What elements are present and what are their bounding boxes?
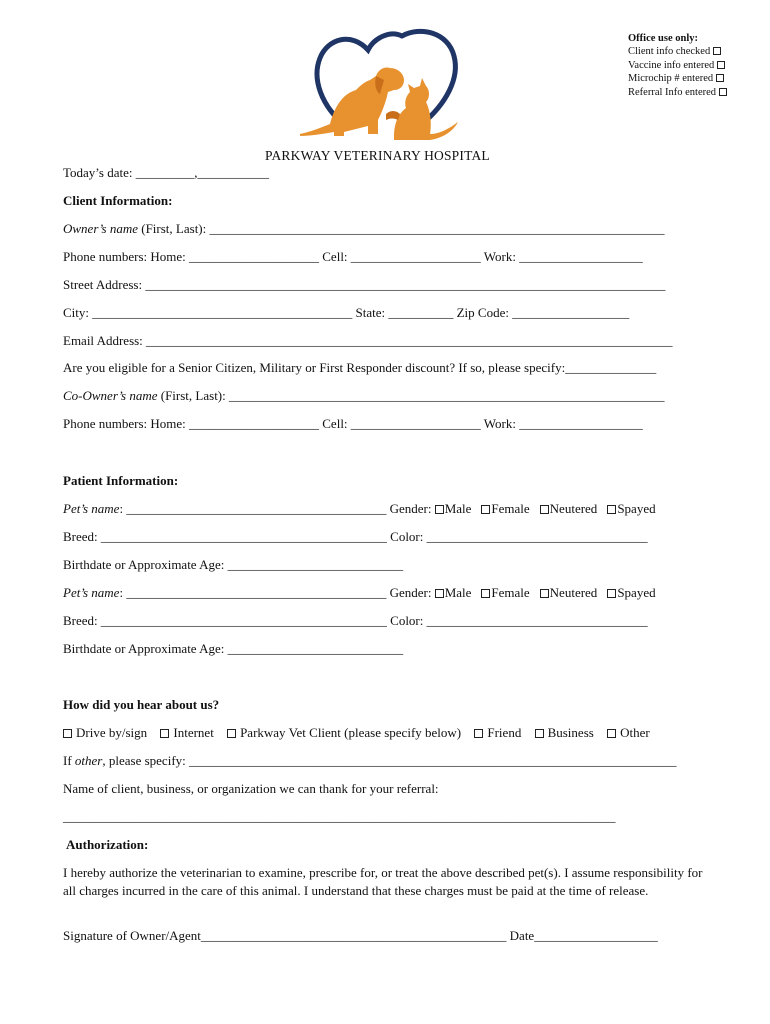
phone-numbers-field[interactable]: Phone numbers: Home: ____________________ Cell: ____________________ Work: ___________________	[63, 249, 643, 264]
checkbox-icon[interactable]	[540, 505, 549, 514]
checkbox-icon[interactable]	[607, 505, 616, 514]
checkbox-icon[interactable]	[540, 589, 549, 598]
checkbox-icon[interactable]	[481, 589, 490, 598]
authorization-heading: Authorization:	[66, 837, 149, 852]
pet1-gender-neutered[interactable]: Neutered	[540, 501, 598, 516]
referral-name-field[interactable]: _____________________________________________________________________________________	[63, 809, 616, 824]
checkbox-icon[interactable]	[227, 729, 236, 738]
office-use-box	[628, 32, 727, 99]
office-item-microchip: Microchip # entered	[628, 72, 727, 85]
pet2-gender-spayed[interactable]: Spayed	[607, 585, 655, 600]
coowner-phone-field[interactable]: Phone numbers: Home: ____________________ Cell: ____________________ Work: ___________________	[63, 416, 643, 431]
signature-date-field[interactable]: Signature of Owner/Agent_______________________________________________ Date___________________	[63, 928, 658, 943]
pet2-gender-neutered[interactable]: Neutered	[540, 585, 598, 600]
checkbox-icon[interactable]	[160, 729, 169, 738]
checkbox-vaccine-info[interactable]	[717, 61, 725, 69]
patient-info-heading: Patient Information:	[63, 473, 179, 488]
pet1-birthdate-field[interactable]: Birthdate or Approximate Age: ___________________________	[63, 557, 404, 572]
street-address-field[interactable]: Street Address: ________________________________________________________________________________	[63, 277, 666, 292]
pet2-birthdate-field[interactable]: Birthdate or Approximate Age: ___________________________	[63, 641, 404, 656]
authorization-text: I hereby authorize the veterinarian to examine, prescribe for, or treat the above described pet(s). I assume responsibility for all charges incurred in the care of this animal. I understand that these charges must be paid at the time of release.	[63, 865, 703, 898]
pet1-breed-color-field[interactable]: Breed: ____________________________________________ Color: __________________________________	[63, 529, 648, 544]
referral-other-field[interactable]: If other, please specify: ___________________________________________________________________________	[63, 753, 677, 768]
referral-option-internet[interactable]: Internet	[160, 725, 213, 740]
checkbox-icon[interactable]	[607, 729, 616, 738]
checkbox-icon[interactable]	[535, 729, 544, 738]
checkbox-client-info[interactable]	[713, 47, 721, 55]
checkbox-referral-info[interactable]	[719, 88, 727, 96]
referral-options-row	[63, 725, 660, 741]
checkbox-icon[interactable]	[435, 589, 444, 598]
discount-field[interactable]: Are you eligible for a Senior Citizen, Military or First Responder discount? If so, please specify:______________	[63, 360, 657, 375]
office-item-client: Client info checked	[628, 45, 727, 58]
pet2-gender-male[interactable]: Male	[435, 585, 472, 600]
office-item-referral: Referral Info entered	[628, 86, 727, 99]
client-info-heading: Client Information:	[63, 193, 173, 208]
dog-cat-heart-logo-icon	[290, 28, 470, 146]
checkbox-microchip[interactable]	[716, 74, 724, 82]
pet1-gender-male[interactable]: Male	[435, 501, 472, 516]
todays-date-field[interactable]: Today’s date: _________,___________	[63, 165, 269, 180]
referral-option-parkway-client[interactable]: Parkway Vet Client (please specify below)	[227, 725, 461, 740]
referral-name-prompt: Name of client, business, or organization we can thank for your referral:	[63, 781, 439, 796]
referral-option-drive-by[interactable]: Drive by/sign	[63, 725, 147, 740]
pet2-gender-female[interactable]: Female	[481, 585, 529, 600]
pet2-breed-color-field[interactable]: Breed: ____________________________________________ Color: __________________________________	[63, 613, 648, 628]
pet1-gender-spayed[interactable]: Spayed	[607, 501, 655, 516]
hospital-name: PARKWAY VETERINARY HOSPITAL	[265, 148, 490, 163]
referral-heading: How did you hear about us?	[63, 697, 220, 712]
city-state-zip-field[interactable]: City: ________________________________________ State: __________ Zip Code: __________________	[63, 305, 630, 320]
checkbox-icon[interactable]	[607, 589, 616, 598]
pet1-gender-female[interactable]: Female	[481, 501, 529, 516]
office-use-heading: Office use only:	[628, 33, 698, 44]
coowner-name-field[interactable]: Co-Owner’s name (First, Last): ___________________________________________________________________	[63, 388, 665, 403]
checkbox-icon[interactable]	[63, 729, 72, 738]
office-item-vaccine: Vaccine info entered	[628, 59, 727, 72]
referral-option-friend[interactable]: Friend	[474, 725, 521, 740]
checkbox-icon[interactable]	[435, 505, 444, 514]
pet1-name-gender-row[interactable]: Pet’s name: ________________________________________ Gender: Male Female Neutered Spayed	[63, 501, 656, 516]
email-address-field[interactable]: Email Address: _________________________________________________________________________________	[63, 333, 673, 348]
referral-option-other[interactable]: Other	[607, 725, 650, 740]
checkbox-icon[interactable]	[481, 505, 490, 514]
checkbox-icon[interactable]	[474, 729, 483, 738]
pet2-name-gender-row[interactable]: Pet’s name: ________________________________________ Gender: Male Female Neutered Spayed	[63, 585, 656, 600]
referral-option-business[interactable]: Business	[535, 725, 594, 740]
owner-name-field[interactable]: Owner’s name (First, Last): ______________________________________________________________________	[63, 221, 665, 236]
